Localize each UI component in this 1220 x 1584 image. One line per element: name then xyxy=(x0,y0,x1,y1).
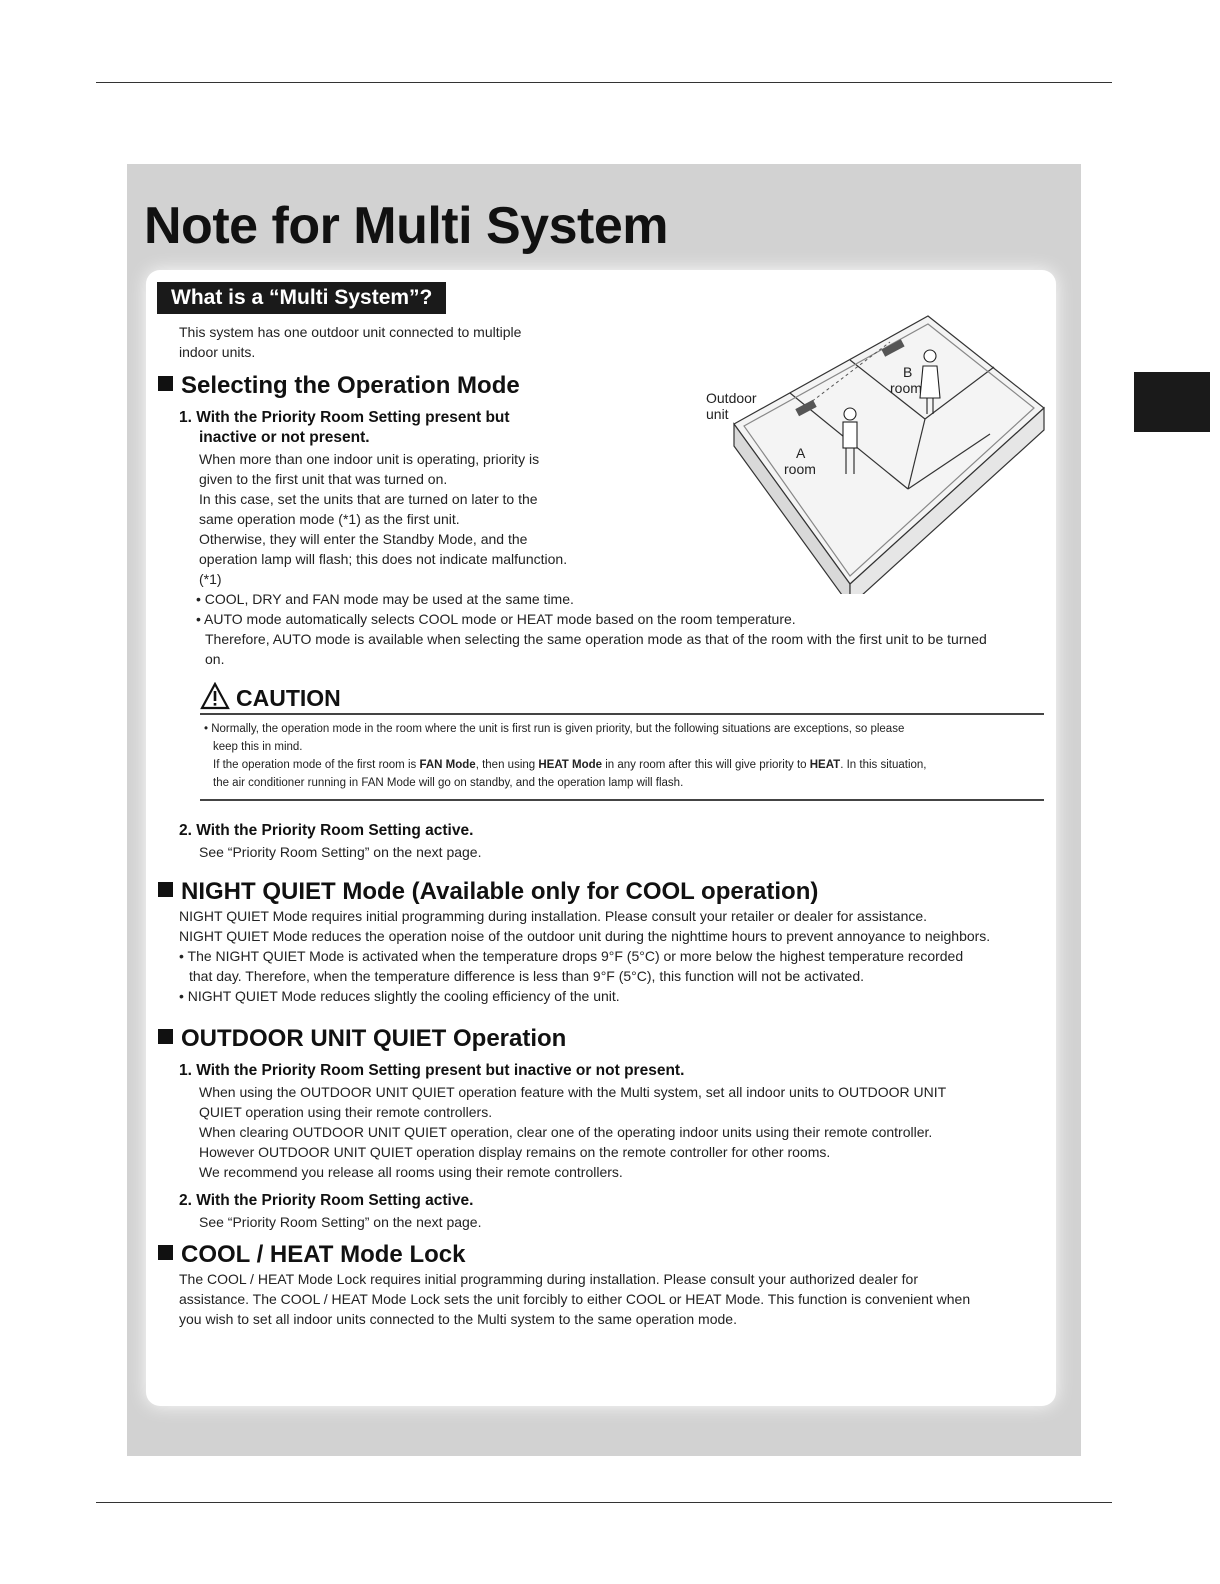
multi-system-heading: What is a “Multi System”? xyxy=(157,282,446,314)
outdoor-quiet-item1-body: However OUTDOOR UNIT QUIET operation display remains on the remote controller for other rooms. xyxy=(199,1144,831,1160)
bottom-rule xyxy=(96,1502,1112,1503)
caution-top-rule xyxy=(200,713,1044,715)
selecting-bullet: • AUTO mode automatically selects COOL mode or HEAT mode based on the room temperature. xyxy=(196,611,796,627)
caution-title xyxy=(200,682,341,712)
caution-bottom-rule xyxy=(200,799,1044,801)
mode-lock-heading xyxy=(158,1240,465,1270)
selecting-item1-body: When more than one indoor unit is operating, priority is xyxy=(199,451,540,467)
heading-text: NIGHT QUIET Mode (Available only for COOL operation) xyxy=(181,878,819,905)
night-quiet-line: that day. Therefore, when the temperature difference is less than 9°F (5°C), this function will not be activated. xyxy=(189,968,864,984)
outdoor-unit-label: unit xyxy=(706,406,729,422)
fan-mode-bold: FAN Mode xyxy=(419,759,476,771)
outdoor-quiet-heading xyxy=(158,1024,566,1054)
selecting-mode-heading xyxy=(158,371,520,401)
selecting-item1-body: In this case, set the units that are turned on later to the xyxy=(199,491,538,507)
selecting-item2-body: See “Priority Room Setting” on the next page. xyxy=(199,844,482,860)
auto-note-line: Therefore, AUTO mode is available when selecting the same operation mode as that of the room with the first unit to be turned xyxy=(205,631,987,647)
heat-bold: HEAT xyxy=(809,759,841,771)
outdoor-quiet-item2-title: 2. With the Priority Room Setting active. xyxy=(179,1192,474,1209)
multi-system-diagram xyxy=(700,314,1050,594)
outdoor-quiet-item2-body: See “Priority Room Setting” on the next page. xyxy=(199,1214,482,1230)
night-quiet-line: NIGHT QUIET Mode reduces the operation noise of the outdoor unit during the nighttime hours to prevent annoyance to neighbors. xyxy=(179,928,991,944)
room-b-label: B xyxy=(903,364,913,380)
selecting-item1-body: Otherwise, they will enter the Standby Mode, and the xyxy=(199,531,528,547)
auto-note-line: on. xyxy=(205,651,225,667)
selecting-bullet: • COOL, DRY and FAN mode may be used at the same time. xyxy=(196,591,574,607)
mode-lock-line: assistance. The COOL / HEAT Mode Lock sets the unit forcibly to either COOL or HEAT Mode. This function is convenient when xyxy=(179,1291,971,1307)
selecting-item1-body: operation lamp will flash; this does not indicate malfunction. xyxy=(199,551,568,567)
square-bullet-icon xyxy=(158,1245,173,1260)
caution-title-text: CAUTION xyxy=(236,685,341,711)
outdoor-quiet-item1-body: We recommend you release all rooms using their remote controllers. xyxy=(199,1164,623,1180)
caution-text-part: , then using xyxy=(475,759,539,771)
night-quiet-heading xyxy=(158,877,818,907)
square-bullet-icon xyxy=(158,376,173,391)
outdoor-quiet-item1-title: 1. With the Priority Room Setting present but inactive or not present. xyxy=(179,1062,685,1079)
outdoor-unit-label: Outdoor xyxy=(706,390,757,406)
caution-text: keep this in mind. xyxy=(213,741,303,753)
section-tab-marker xyxy=(1134,372,1210,432)
heading-text: COOL / HEAT Mode Lock xyxy=(181,1241,466,1268)
heat-mode-bold: HEAT Mode xyxy=(538,759,603,771)
selecting-item1-body: same operation mode (*1) as the first unit. xyxy=(199,511,460,527)
top-rule xyxy=(96,82,1112,83)
caution-text: • Normally, the operation mode in the room where the unit is first run is given priority, but the following situations are exceptions, so please xyxy=(204,723,905,735)
caution-text-part: in any room after this will give priority to xyxy=(602,759,810,771)
selecting-item1-title: inactive or not present. xyxy=(199,429,370,446)
night-quiet-line: • NIGHT QUIET Mode reduces slightly the cooling efficiency of the unit. xyxy=(179,988,620,1004)
mode-lock-line: The COOL / HEAT Mode Lock requires initial programming during installation. Please consult your authorized dealer for xyxy=(179,1271,918,1287)
mode-lock-line: you wish to set all indoor units connected to the Multi system to the same operation mode. xyxy=(179,1311,737,1327)
night-quiet-line: NIGHT QUIET Mode requires initial programming during installation. Please consult your retailer or dealer for assistance. xyxy=(179,908,928,924)
page-title: Note for Multi System xyxy=(144,197,668,255)
night-quiet-line: • The NIGHT QUIET Mode is activated when the temperature drops 9°F (5°C) or more below the highest temperature recorded xyxy=(179,948,964,964)
heading-text: Selecting the Operation Mode xyxy=(181,372,520,399)
outdoor-quiet-item1-body: QUIET operation using their remote controllers. xyxy=(199,1104,493,1120)
heading-text: OUTDOOR UNIT QUIET Operation xyxy=(181,1025,567,1052)
square-bullet-icon xyxy=(158,882,173,897)
caution-text xyxy=(213,756,927,774)
caution-text-part: . In this situation, xyxy=(840,759,927,771)
selecting-item1-body: given to the first unit that was turned on. xyxy=(199,471,448,487)
room-b-label: room xyxy=(890,380,922,396)
room-a-label: room xyxy=(784,461,816,477)
multi-system-desc-line: indoor units. xyxy=(179,344,256,360)
square-bullet-icon xyxy=(158,1029,173,1044)
outdoor-quiet-item1-body: When using the OUTDOOR UNIT QUIET operation feature with the Multi system, set all indoor units to OUTDOOR UNIT xyxy=(199,1084,947,1100)
outdoor-quiet-item1-body: When clearing OUTDOOR UNIT QUIET operation, clear one of the operating indoor units using their remote controller. xyxy=(199,1124,933,1140)
room-a-label: A xyxy=(796,445,806,461)
selecting-item1-title: 1. With the Priority Room Setting present but xyxy=(179,409,510,426)
warning-icon xyxy=(200,682,230,710)
selecting-item1-body: (*1) xyxy=(199,571,222,587)
multi-system-desc-line: This system has one outdoor unit connected to multiple xyxy=(179,324,522,340)
caution-text: the air conditioner running in FAN Mode will go on standby, and the operation lamp will flash. xyxy=(213,777,684,789)
selecting-item2-title: 2. With the Priority Room Setting active. xyxy=(179,822,474,839)
caution-text-part: If the operation mode of the first room is xyxy=(213,759,420,771)
